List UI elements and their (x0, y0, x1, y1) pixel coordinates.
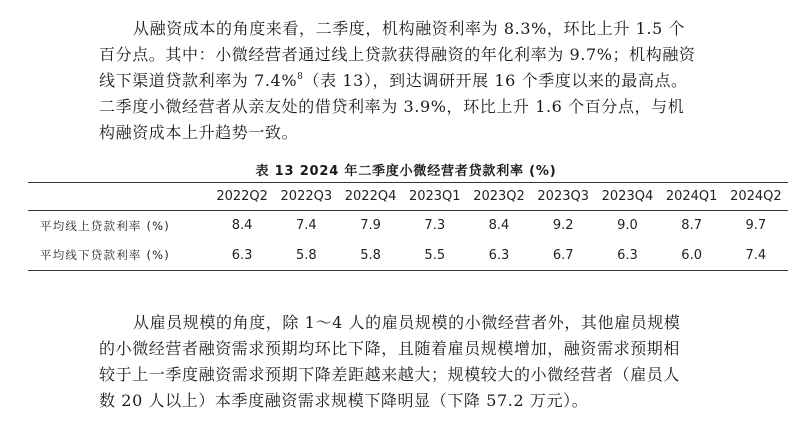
table-cell: 5.8 (360, 247, 381, 263)
table-row-offline-rate (28, 241, 788, 271)
column-header: 2023Q2 (473, 189, 525, 204)
table-header-row (28, 183, 788, 211)
paragraph-financing-cost (99, 16, 739, 146)
table-title: 表 13 2024 年二季度小微经营者贷款利率 (%) (255, 164, 557, 179)
text-segment: 线下渠道贷款利率为 7.4% (99, 71, 298, 90)
column-header: 2022Q2 (216, 189, 268, 204)
table-cell: 8.4 (488, 218, 510, 234)
table-cell: 5.8 (295, 247, 317, 263)
paragraph-line: 数 20 人以上）本季度融资需求规模下降明显（下降 57.2 万元）。 (99, 391, 589, 410)
table-cell: 6.7 (552, 247, 574, 263)
table-cell: 5.5 (424, 247, 446, 263)
table-cell: 9.7 (745, 218, 767, 234)
table-cell: 6.3 (617, 247, 638, 263)
paragraph-line: 百分点。其中：小微经营者通过线上贷款获得融资的年化利率为 9.7%；机构融资 (99, 45, 696, 64)
row-label: 平均线上贷款利率 (%) (40, 218, 170, 233)
table-cell: 8.7 (681, 218, 702, 234)
table-corner-cell (28, 183, 210, 211)
paragraph-line: 的小微经营者融资需求预期均环比下降，且随着雇员规模增加，融资需求预期相 (99, 339, 681, 358)
column-header: 2022Q3 (280, 189, 333, 204)
table-cell: 7.9 (360, 218, 381, 234)
table-cell: 6.3 (231, 247, 253, 263)
table-row-online-rate (28, 211, 788, 241)
table-cell: 7.4 (295, 218, 317, 234)
paragraph-line: 二季度小微经营者从亲友处的借贷利率为 3.9%，环比上升 1.6 个百分点，与机 (99, 97, 685, 116)
table-cell: 7.3 (424, 218, 446, 234)
paragraph-employee-scale (99, 310, 739, 414)
column-header: 2022Q4 (344, 189, 397, 204)
table-cell: 7.4 (745, 247, 767, 263)
text-segment: （表 13），到达调研开展 16 个季度以来的最高点。 (303, 71, 688, 90)
table-cell: 9.0 (617, 218, 638, 234)
paragraph-line-with-footnote (99, 68, 739, 94)
table-cell: 6.0 (681, 247, 702, 263)
paragraph-line: 从融资成本的角度来看，二季度，机构融资利率为 8.3%，环比上升 1.5 个 (133, 19, 686, 38)
table-cell: 6.3 (488, 247, 510, 263)
paragraph-line: 构融资成本上升趋势一致。 (99, 123, 299, 142)
column-header: 2024Q1 (665, 189, 718, 204)
column-header: 2023Q3 (537, 189, 589, 204)
paragraph-line: 较于上一季度融资需求预期下降差距越来越大；规模较大的小微经营者（雇员人 (99, 365, 681, 384)
table-cell: 9.2 (552, 218, 574, 234)
loan-rate-table (28, 182, 788, 271)
table-cell: 8.4 (231, 218, 253, 234)
paragraph-line: 从雇员规模的角度，除 1～4 人的雇员规模的小微经营者外，其他雇员规模 (133, 313, 681, 332)
footnote-marker[interactable]: 8 (297, 72, 304, 82)
column-header: 2023Q4 (601, 189, 654, 204)
column-header: 2024Q2 (730, 189, 782, 204)
column-header: 2023Q1 (408, 189, 461, 204)
row-label: 平均线下贷款利率 (%) (40, 248, 170, 263)
